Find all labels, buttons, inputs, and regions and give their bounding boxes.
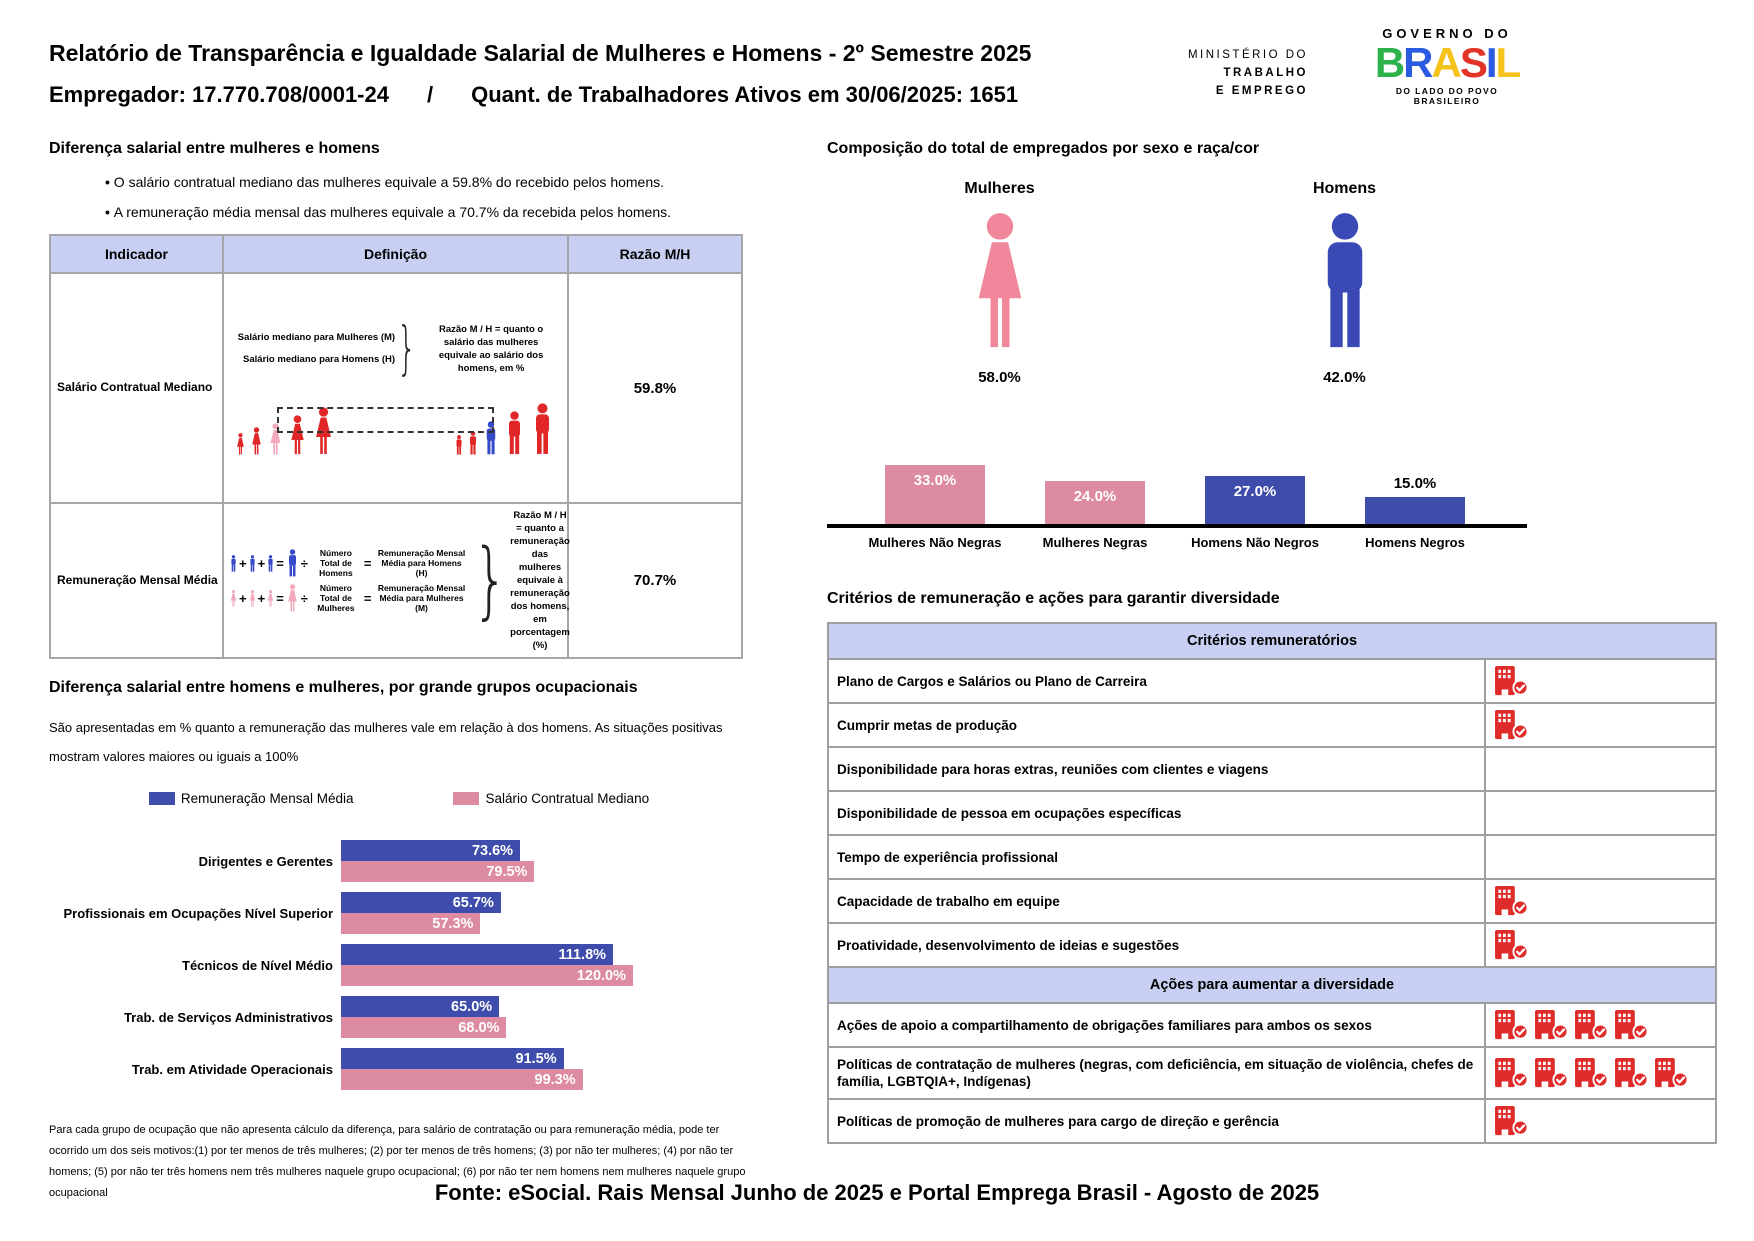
bar-pair [341,944,633,986]
female-person-icon [235,433,246,455]
page-subtitle [49,82,1018,108]
indicator-name: Salário Contratual Mediano [50,273,223,503]
criteria-label: Cumprir metas de produção [829,704,1486,746]
right-column [827,140,1717,1144]
race-gender-bars [827,432,1527,524]
salary-gap-bullets [105,174,749,220]
bullet-median: • O salário contratual mediano das mulheres equivale a 59.8% do recebido pelos homens. [105,174,749,190]
building-check-icon [1494,665,1529,697]
female-icon [827,212,1172,355]
building-check-icon [1614,1009,1649,1041]
male-figure-icon [1309,212,1381,350]
female-person-icon [249,427,264,455]
male-person-icon [529,403,556,455]
criteria-label: Disponibilidade para horas extras, reuniões com clientes e viagens [829,748,1486,790]
bar-value-label: 33.0% [913,472,957,489]
bar [885,465,985,524]
bar-group [1335,475,1495,524]
bar [341,861,534,882]
mean-ratio-value: 70.7% [568,503,742,658]
divide-operator: ÷ [300,590,308,606]
formula-result: Remuneração Mensal Média para Homens (H) [377,548,466,578]
criteria-label: Tempo de experiência profissional [829,836,1486,878]
ministry-line3: E EMPREGO [1215,85,1308,97]
male-person-icon [503,411,526,455]
female-figure-icon [964,212,1036,350]
bar-group [855,465,1015,524]
median-ratio-value: 59.8% [568,273,742,503]
bar-value-label: 111.8% [558,946,607,963]
ministry-line2: TRABALHO [1223,67,1308,79]
criteria-label: Disponibilidade de pessoa em ocupações específicas [829,792,1486,834]
building-check-icon [1534,1009,1569,1041]
brace-icon: } [472,531,509,630]
criteria-row [829,1002,1715,1046]
bar [341,944,613,965]
criteria-icons-cell [1486,1048,1715,1098]
median-dashed-box [277,407,494,433]
criteria-section-header: Ações para aumentar a diversidade [829,966,1715,1002]
male-person-icon [266,555,275,572]
building-check-icon [1494,1105,1529,1137]
legend-swatch [149,792,175,805]
criteria-icons-cell [1486,748,1715,790]
occupational-footnote: Para cada grupo de ocupação que não apresenta cálculo da diferença, para salário de contratação ou para remuneração média, pode ter ocorrido um dos seis motivos:(1) por ter menos de três mulheres; (2) por ter menos de três homens; (3) por não ter mulheres; (4) por não ter homens; (5) por não ter três homens nem três mulheres naquele grupo ocupacional; (6) por não ter nem homens nem mulheres naquele grupo ocupacional [49,1124,746,1199]
population-diagram [233,393,558,455]
section-title-criteria: Critérios de remuneração e ações para garantir diversidade [827,590,1280,607]
building-check-icon [1494,1009,1529,1041]
bar-pair [341,892,633,934]
criteria-label: Capacidade de trabalho em equipe [829,880,1486,922]
median-women-line: Salário mediano para Mulheres (M) [237,332,396,343]
plus-operator: + [239,590,247,606]
gov-logo-top-text: GOVERNO DO [1382,26,1512,41]
bar [341,840,520,861]
bar [1045,481,1145,524]
chart-row [49,892,749,934]
criteria-icons-cell [1486,704,1715,746]
brace-icon: } [397,315,417,383]
criteria-row [829,790,1715,834]
bar [341,892,501,913]
chart-axis-line [827,524,1527,528]
criteria-icons-cell [1486,1004,1715,1046]
median-ratio-note: Razão M / H = quanto o salário das mulheres equivale ao salário dos homens, em % [438,324,544,374]
gov-logo-slogan: DO LADO DO POVO BRASILEIRO [1395,86,1499,106]
equals-operator: = [363,555,372,571]
criteria-label: Ações de apoio a compartilhamento de obrigações familiares para ambos os sexos [829,1004,1486,1046]
bar-value-label: 27.0% [1233,483,1277,500]
bar-group [1175,476,1335,524]
chart-row [49,996,749,1038]
occupational-subtitle: São apresentadas em % quanto a remuneração das mulheres vale em relação à dos homens. As situações positivas mostram valores maiores ou iguais a 100% [49,720,723,764]
median-men-line: Salário mediano para Homens (H) [243,354,396,365]
building-check-icon [1494,929,1529,961]
criteria-icons-cell [1486,792,1715,834]
mean-definition-diagram [225,505,570,656]
indicator-table-header-row [50,235,742,273]
women-formula-row [229,583,471,613]
legend-swatch [453,792,479,805]
category-label: Homens Não Negros [1191,535,1319,550]
legend-item [149,791,354,806]
building-check-icon [1494,885,1529,917]
bar [341,1069,583,1090]
brasil-letter: I [1485,39,1496,86]
female-label: Mulheres [964,180,1035,197]
criteria-row [829,1098,1715,1142]
col-header-definicao: Definição [223,235,568,273]
criteria-row [829,878,1715,922]
formula-divisor: Número Total de Homens [319,548,353,578]
criteria-icons-cell [1486,880,1715,922]
female-person-icon [229,590,238,607]
indicator-table [49,234,743,659]
bar [341,996,499,1017]
col-header-indicador: Indicador [50,235,223,273]
criteria-row [829,746,1715,790]
category-label: Técnicos de Nível Médio [182,957,333,973]
criteria-label: Proatividade, desenvolvimento de ideias e sugestões [829,924,1486,966]
brasil-letter: L [1495,39,1520,86]
page-title: Relatório de Transparência e Igualdade Salarial de Mulheres e Homens - 2º Semestre 2025 [49,40,1032,66]
men-formula-row [229,548,471,578]
subtitle-separator: / [426,82,434,107]
criteria-row [829,834,1715,878]
ministry-line1: MINISTÉRIO DO [1187,49,1308,61]
female-person-icon [285,584,300,612]
legend-item [453,791,649,806]
male-person-icon [454,435,464,455]
criteria-label: Plano de Cargos e Salários ou Plano de Carreira [829,660,1486,702]
table-row-median [50,273,742,503]
criteria-icons-cell [1486,924,1715,966]
chart-row [49,840,749,882]
left-column [49,140,749,1204]
median-definition-diagram [225,317,566,459]
category-label: Homens Negros [1365,535,1465,550]
category-label: Trab. de Serviços Administrativos [123,1009,333,1025]
bar [341,965,633,986]
bar-value-label: 91.5% [515,1050,557,1067]
bullet-mean: • A remuneração média mensal das mulheres equivale a 70.7% da recebida pelos homens. [105,204,749,220]
female-composition-block [827,180,1172,386]
male-icon [1172,212,1517,355]
male-percent: 42.0% [1323,369,1366,386]
bar-value-label: 65.7% [452,894,494,911]
bar-pair [341,1048,633,1090]
bar-pair [341,996,633,1038]
bar [1365,497,1465,524]
category-label: Mulheres Não Negras [868,535,1002,550]
criteria-row [829,702,1715,746]
bar [341,913,480,934]
bar [1205,476,1305,524]
mean-ratio-note: Razão M / H = quanto a remuneração das mulheres equivale à remuneração dos homens, em porcentagem (%) [510,510,570,651]
bar-value-label: 99.3% [534,1071,576,1088]
occupational-chart [49,840,749,1090]
criteria-icons-cell [1486,1100,1715,1142]
bar-value-label: 68.0% [458,1019,500,1036]
plus-operator: + [257,555,266,571]
divide-operator: ÷ [300,555,308,571]
bar [341,1017,506,1038]
bar-value-label: 79.5% [486,863,528,880]
criteria-icons-cell [1486,660,1715,702]
race-gender-categories [827,535,1527,550]
building-check-icon [1614,1057,1649,1089]
ministry-logo [1188,46,1308,100]
bar-value-label: 24.0% [1073,488,1117,505]
bar-value-label: 15.0% [1393,475,1437,492]
bar-value-label: 73.6% [471,842,514,859]
male-person-icon [285,549,300,577]
bar [341,1048,564,1069]
criteria-row [829,1046,1715,1098]
legend-label: Salário Contratual Mediano [485,791,650,806]
plus-operator: + [239,555,247,571]
active-workers-count: Quant. de Trabalhadores Ativos em 30/06/2025: 1651 [471,82,1019,107]
male-composition-block [1172,180,1517,386]
criteria-label: Políticas de contratação de mulheres (negras, com deficiência, em situação de violência, chefes de família, LGBTQIA+, Indígenas) [829,1048,1486,1098]
building-check-icon [1494,1057,1529,1089]
brasil-letter: A [1431,39,1460,86]
source-footer: Fonte: eSocial. Rais Mensal Junho de 2025 e Portal Emprega Brasil - Agosto de 2025 [434,1180,1320,1205]
bar-value-label: 57.3% [432,915,474,932]
criteria-label: Políticas de promoção de mulheres para cargo de direção e gerência [829,1100,1486,1142]
legend-label: Remuneração Mensal Média [180,791,354,806]
occupational-legend [49,791,749,806]
brasil-logo-word [1362,41,1532,85]
building-check-icon [1654,1057,1689,1089]
building-check-icon [1534,1057,1569,1089]
male-person-icon [229,555,238,572]
male-person-icon [467,431,479,455]
bar-value-label: 65.0% [451,998,493,1015]
table-row-mean [50,503,742,658]
category-label: Trab. em Atividade Operacionais [131,1061,333,1077]
brasil-letter: S [1459,39,1486,86]
building-check-icon [1574,1057,1609,1089]
governo-do-brasil-logo [1362,26,1532,106]
formula-result: Remuneração Mensal Média para Mulheres (M) [377,583,466,613]
building-check-icon [1574,1009,1609,1041]
male-person-icon [248,555,257,572]
category-label: Profissionais em Ocupações Nível Superior [63,905,333,921]
criteria-row [829,922,1715,966]
criteria-section-header: Critérios remuneratórios [829,624,1715,658]
chart-row [49,944,749,986]
plus-operator: + [257,590,266,606]
indicator-name: Remuneração Mensal Média [50,503,223,658]
employer-id: Empregador: 17.770.708/0001-24 [49,82,389,107]
female-person-icon [266,590,275,607]
bar-pair [341,840,633,882]
brasil-letter: R [1403,39,1432,86]
bar-value-label: 120.0% [576,967,626,984]
race-gender-chart [827,432,1527,550]
category-label: Dirigentes e Gerentes [198,853,333,869]
col-header-razao: Razão M/H [568,235,742,273]
bar-group [1015,481,1175,524]
brasil-letter: B [1374,39,1404,86]
section-title-salary-gap: Diferença salarial entre mulheres e homens [49,140,380,157]
female-percent: 58.0% [978,369,1021,386]
section-title-occupational: Diferença salarial entre homens e mulheres, por grande grupos ocupacionais [49,679,638,696]
building-check-icon [1494,709,1529,741]
formula-divisor: Número Total de Mulheres [317,583,355,613]
criteria-icons-cell [1486,836,1715,878]
section-title-composition: Composição do total de empregados por sexo e raça/cor [827,140,1260,157]
criteria-row [829,658,1715,702]
male-label: Homens [1312,180,1377,197]
female-person-icon [248,590,257,607]
equals-operator: = [363,590,372,606]
chart-row [49,1048,749,1090]
equals-operator: = [276,555,284,571]
equals-operator: = [276,590,284,606]
criteria-table [827,622,1717,1144]
category-label: Mulheres Negras [1042,535,1148,550]
